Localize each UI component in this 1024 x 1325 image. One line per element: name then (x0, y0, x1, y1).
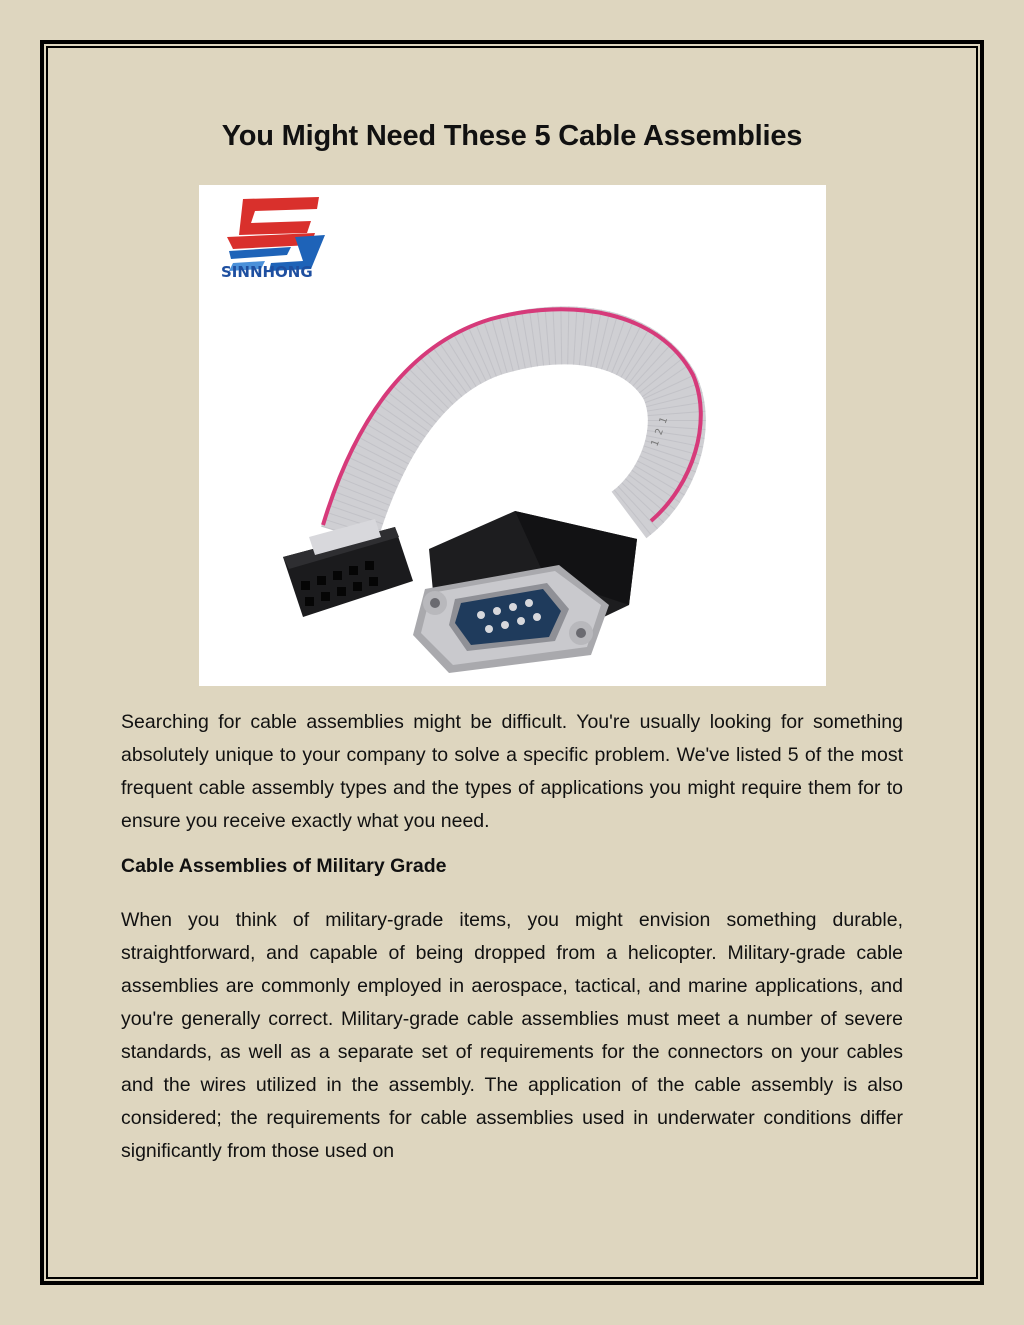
intro-paragraph: Searching for cable assemblies might be difficult. You're usually looking for something absolutely unique to your company to solve a specific problem. We've listed 5 of the most frequent cable assembly types and the types of applications you might require them for to ensure you receive exactly what you need. (121, 711, 903, 832)
section-heading: Cable Assemblies of Military Grade (121, 855, 447, 877)
db9-connector (413, 511, 637, 673)
cable-marking: 1 2 1 (649, 415, 671, 449)
page-title: You Might Need These 5 Cable Assemblies (221, 120, 803, 152)
sinnhong-logo (221, 197, 325, 281)
product-image (199, 185, 826, 686)
ribbon-cable (323, 309, 701, 535)
section-paragraph: When you think of military-grade items, you might envision something durable, straightforward, and capable of being dropped from a helicopter. Military-grade cable assemblies are commonly employed in aerospace, tactical, and marine applications, and you're generally correct. Military-grade cable assemblies must meet a number of severe standards, as well as a separate set of requirements for the connectors on your cables and the wires utilized in the assembly. The application of the cable assembly is also considered; the requirements for cable assemblies used in underwater conditions differ significantly from those used on (121, 909, 903, 1162)
logo-wordmark: SINNHONG (221, 263, 313, 281)
cable-assembly-illustration (199, 185, 826, 686)
idc-connector (283, 519, 413, 617)
